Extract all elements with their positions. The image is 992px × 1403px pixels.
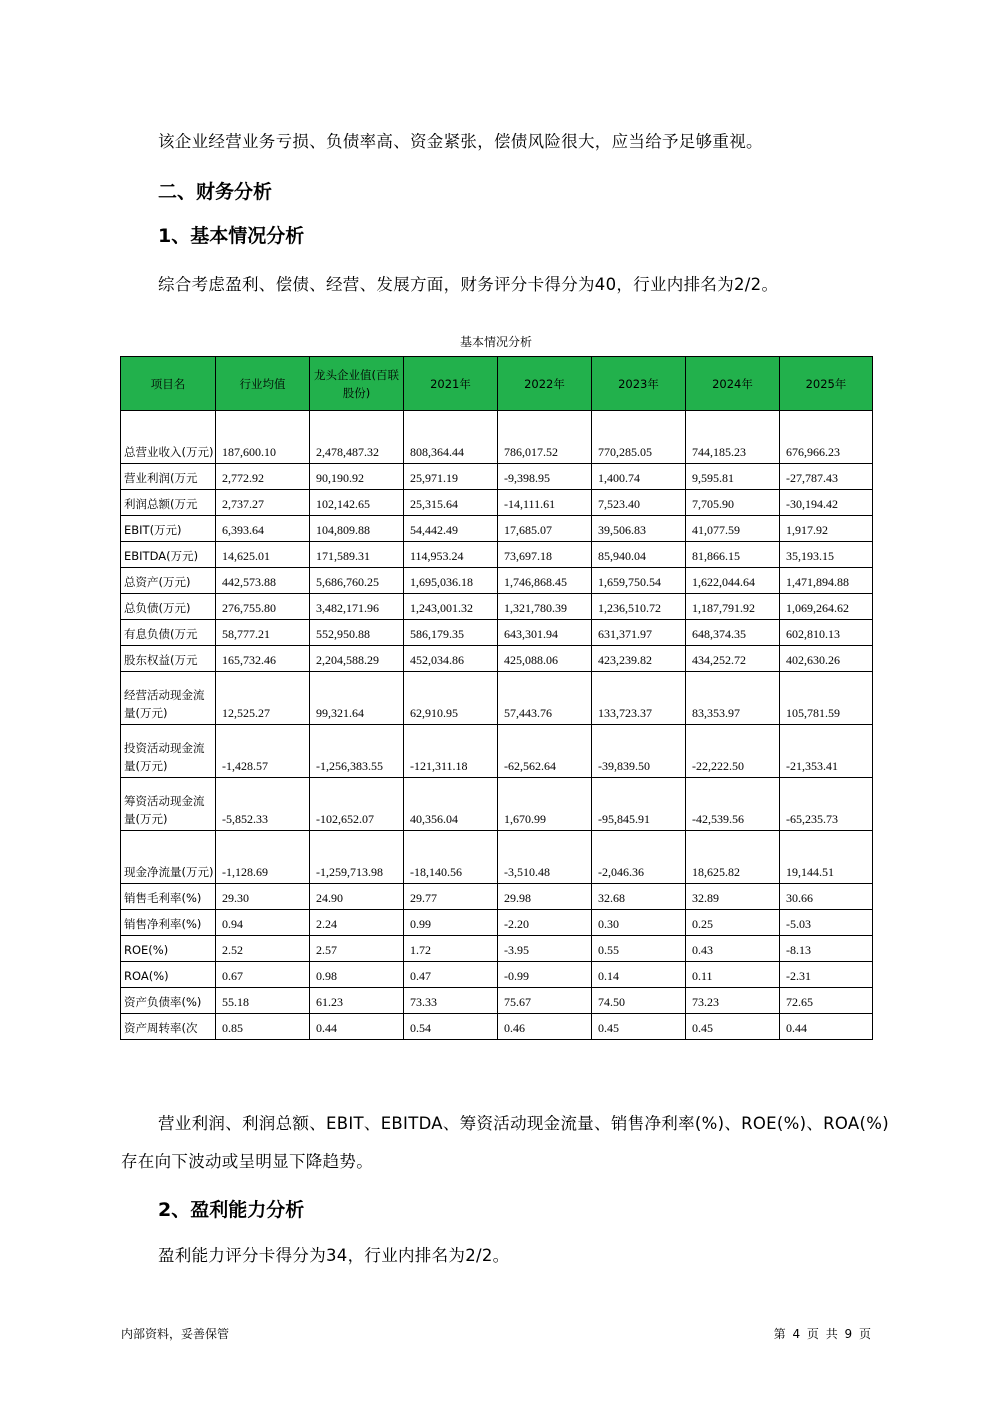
value-cell: -18,140.56: [404, 831, 498, 884]
value-cell: 32.89: [686, 884, 780, 910]
value-cell: 552,950.88: [310, 620, 404, 646]
header-2022: 2022年: [498, 357, 592, 411]
intro-paragraph: 该企业经营业务亏损、负债率高、资金紧张，偿债风险很大，应当给予足够重视。: [158, 132, 763, 151]
value-cell: 586,179.35: [404, 620, 498, 646]
table-caption: 基本情况分析: [459, 335, 532, 349]
value-cell: 1,670.99: [498, 778, 592, 831]
value-cell: 85,940.04: [592, 542, 686, 568]
score-paragraph: 综合考虑盈利、偿债、经营、发展方面，财务评分卡得分为40，行业内排名为2/2。: [158, 275, 779, 294]
value-cell: 12,525.27: [216, 672, 310, 725]
value-cell: -1,428.57: [216, 725, 310, 778]
value-cell: 2.52: [216, 936, 310, 962]
value-cell: 0.44: [780, 1014, 873, 1040]
row-label-cell: 营业利润(万元: [121, 464, 216, 490]
row-label-cell: 总负债(万元): [121, 594, 216, 620]
footer-page-number: 第 4 页 共 9 页: [773, 1327, 871, 1341]
row-label-cell: 有息负债(万元: [121, 620, 216, 646]
value-cell: 105,781.59: [780, 672, 873, 725]
value-cell: -65,235.73: [780, 778, 873, 831]
value-cell: 18,625.82: [686, 831, 780, 884]
row-label-cell: 总营业收入(万元): [121, 411, 216, 464]
table-row: [121, 884, 873, 910]
value-cell: 6,393.64: [216, 516, 310, 542]
value-cell: 81,866.15: [686, 542, 780, 568]
value-cell: 57,443.76: [498, 672, 592, 725]
value-cell: 1,243,001.32: [404, 594, 498, 620]
value-cell: 0.99: [404, 910, 498, 936]
value-cell: 25,315.64: [404, 490, 498, 516]
financial-table: [120, 356, 873, 1040]
value-cell: 631,371.97: [592, 620, 686, 646]
table-row: [121, 936, 873, 962]
row-label-cell: 筹资活动现金流量(万元): [121, 778, 216, 831]
value-cell: 58,777.21: [216, 620, 310, 646]
table-row: [121, 988, 873, 1014]
value-cell: 2,204,588.29: [310, 646, 404, 672]
value-cell: -95,845.91: [592, 778, 686, 831]
row-label-cell: 资产周转率(次: [121, 1014, 216, 1040]
value-cell: 648,374.35: [686, 620, 780, 646]
table-row: [121, 620, 873, 646]
value-cell: -22,222.50: [686, 725, 780, 778]
value-cell: 0.98: [310, 962, 404, 988]
trend-paragraph: 营业利润、利润总额、EBIT、EBITDA、筹资活动现金流量、销售净利率(%)、ROE(%)、ROA(%)存在向下波动或呈明显下降趋势。: [121, 1114, 889, 1171]
value-cell: 452,034.86: [404, 646, 498, 672]
value-cell: 114,953.24: [404, 542, 498, 568]
value-cell: 770,285.05: [592, 411, 686, 464]
table-row: [121, 542, 873, 568]
footer-confidential-note: 内部资料，妥善保管: [121, 1327, 230, 1341]
value-cell: 0.94: [216, 910, 310, 936]
value-cell: -27,787.43: [780, 464, 873, 490]
value-cell: 29.98: [498, 884, 592, 910]
value-cell: 35,193.15: [780, 542, 873, 568]
row-label-cell: 投资活动现金流量(万元): [121, 725, 216, 778]
table-row: [121, 1014, 873, 1040]
value-cell: -3.95: [498, 936, 592, 962]
value-cell: 32.68: [592, 884, 686, 910]
value-cell: 1.72: [404, 936, 498, 962]
header-2024: 2024年: [686, 357, 780, 411]
value-cell: 1,659,750.54: [592, 568, 686, 594]
value-cell: 0.43: [686, 936, 780, 962]
value-cell: 0.67: [216, 962, 310, 988]
value-cell: 1,400.74: [592, 464, 686, 490]
value-cell: 0.85: [216, 1014, 310, 1040]
value-cell: 0.14: [592, 962, 686, 988]
value-cell: 7,705.90: [686, 490, 780, 516]
value-cell: 25,971.19: [404, 464, 498, 490]
value-cell: 0.11: [686, 962, 780, 988]
value-cell: 62,910.95: [404, 672, 498, 725]
table-row: [121, 962, 873, 988]
header-item-name: 项目名: [121, 357, 216, 411]
value-cell: 1,746,868.45: [498, 568, 592, 594]
value-cell: 2,772.92: [216, 464, 310, 490]
row-label-cell: EBITDA(万元): [121, 542, 216, 568]
table-row: [121, 411, 873, 464]
value-cell: 1,471,894.88: [780, 568, 873, 594]
value-cell: 2,478,487.32: [310, 411, 404, 464]
value-cell: 39,506.83: [592, 516, 686, 542]
header-2023: 2023年: [592, 357, 686, 411]
row-label-cell: ROA(%): [121, 962, 216, 988]
value-cell: 73,697.18: [498, 542, 592, 568]
value-cell: 14,625.01: [216, 542, 310, 568]
value-cell: -1,256,383.55: [310, 725, 404, 778]
value-cell: 19,144.51: [780, 831, 873, 884]
value-cell: 104,809.88: [310, 516, 404, 542]
value-cell: 187,600.10: [216, 411, 310, 464]
value-cell: -2,046.36: [592, 831, 686, 884]
value-cell: 73.33: [404, 988, 498, 1014]
row-label-cell: 资产负债率(%): [121, 988, 216, 1014]
value-cell: -3,510.48: [498, 831, 592, 884]
value-cell: -39,839.50: [592, 725, 686, 778]
value-cell: 29.30: [216, 884, 310, 910]
value-cell: 61.23: [310, 988, 404, 1014]
table-row: [121, 910, 873, 936]
row-label-cell: 销售净利率(%): [121, 910, 216, 936]
value-cell: 171,589.31: [310, 542, 404, 568]
table-row: [121, 568, 873, 594]
value-cell: 7,523.40: [592, 490, 686, 516]
subsection-heading-profitability: 2、盈利能力分析: [158, 1199, 305, 1221]
value-cell: -9,398.95: [498, 464, 592, 490]
value-cell: -102,652.07: [310, 778, 404, 831]
value-cell: 1,695,036.18: [404, 568, 498, 594]
value-cell: 276,755.80: [216, 594, 310, 620]
value-cell: 75.67: [498, 988, 592, 1014]
table-row: [121, 831, 873, 884]
value-cell: 0.55: [592, 936, 686, 962]
value-cell: 423,239.82: [592, 646, 686, 672]
value-cell: -5,852.33: [216, 778, 310, 831]
header-industry-avg: 行业均值: [216, 357, 310, 411]
value-cell: 676,966.23: [780, 411, 873, 464]
value-cell: 442,573.88: [216, 568, 310, 594]
table-row: [121, 464, 873, 490]
value-cell: 1,069,264.62: [780, 594, 873, 620]
value-cell: 74.50: [592, 988, 686, 1014]
value-cell: -0.99: [498, 962, 592, 988]
value-cell: 0.45: [592, 1014, 686, 1040]
value-cell: -21,353.41: [780, 725, 873, 778]
row-label-cell: 销售毛利率(%): [121, 884, 216, 910]
value-cell: 786,017.52: [498, 411, 592, 464]
value-cell: 133,723.37: [592, 672, 686, 725]
value-cell: 40,356.04: [404, 778, 498, 831]
row-label-cell: 利润总额(万元: [121, 490, 216, 516]
section-heading-financial-analysis: 二、财务分析: [158, 181, 273, 203]
table-row: [121, 646, 873, 672]
value-cell: 0.30: [592, 910, 686, 936]
value-cell: 29.77: [404, 884, 498, 910]
value-cell: 55.18: [216, 988, 310, 1014]
value-cell: 90,190.92: [310, 464, 404, 490]
value-cell: 0.44: [310, 1014, 404, 1040]
profitability-score-paragraph: 盈利能力评分卡得分为34，行业内排名为2/2。: [158, 1246, 510, 1265]
value-cell: -14,111.61: [498, 490, 592, 516]
value-cell: 99,321.64: [310, 672, 404, 725]
value-cell: 1,917.92: [780, 516, 873, 542]
value-cell: -2.31: [780, 962, 873, 988]
value-cell: -5.03: [780, 910, 873, 936]
value-cell: 0.45: [686, 1014, 780, 1040]
value-cell: -2.20: [498, 910, 592, 936]
value-cell: 744,185.23: [686, 411, 780, 464]
value-cell: -42,539.56: [686, 778, 780, 831]
row-label-cell: 现金净流量(万元): [121, 831, 216, 884]
header-2021: 2021年: [404, 357, 498, 411]
row-label-cell: 总资产(万元): [121, 568, 216, 594]
table-row: [121, 594, 873, 620]
value-cell: 9,595.81: [686, 464, 780, 490]
value-cell: 2,737.27: [216, 490, 310, 516]
header-2025: 2025年: [780, 357, 873, 411]
value-cell: 24.90: [310, 884, 404, 910]
table-row: [121, 725, 873, 778]
value-cell: -8.13: [780, 936, 873, 962]
header-leader-value: 龙头企业值(百联股份): [310, 357, 404, 411]
value-cell: 1,622,044.64: [686, 568, 780, 594]
table-body: [121, 411, 873, 1040]
value-cell: 83,353.97: [686, 672, 780, 725]
value-cell: -62,562.64: [498, 725, 592, 778]
value-cell: 0.25: [686, 910, 780, 936]
value-cell: 54,442.49: [404, 516, 498, 542]
value-cell: -1,128.69: [216, 831, 310, 884]
table-row: [121, 516, 873, 542]
value-cell: 30.66: [780, 884, 873, 910]
value-cell: 165,732.46: [216, 646, 310, 672]
value-cell: 1,187,791.92: [686, 594, 780, 620]
value-cell: -121,311.18: [404, 725, 498, 778]
value-cell: 643,301.94: [498, 620, 592, 646]
value-cell: 2.57: [310, 936, 404, 962]
value-cell: 1,236,510.72: [592, 594, 686, 620]
table-row: [121, 672, 873, 725]
row-label-cell: 股东权益(万元: [121, 646, 216, 672]
subsection-heading-basic-analysis: 1、基本情况分析: [158, 225, 305, 247]
value-cell: 402,630.26: [780, 646, 873, 672]
value-cell: 434,252.72: [686, 646, 780, 672]
table-row: [121, 778, 873, 831]
value-cell: 808,364.44: [404, 411, 498, 464]
value-cell: 3,482,171.96: [310, 594, 404, 620]
value-cell: -30,194.42: [780, 490, 873, 516]
value-cell: 41,077.59: [686, 516, 780, 542]
value-cell: 602,810.13: [780, 620, 873, 646]
value-cell: -1,259,713.98: [310, 831, 404, 884]
value-cell: 0.54: [404, 1014, 498, 1040]
value-cell: 72.65: [780, 988, 873, 1014]
value-cell: 1,321,780.39: [498, 594, 592, 620]
value-cell: 5,686,760.25: [310, 568, 404, 594]
value-cell: 17,685.07: [498, 516, 592, 542]
value-cell: 0.46: [498, 1014, 592, 1040]
value-cell: 425,088.06: [498, 646, 592, 672]
row-label-cell: ROE(%): [121, 936, 216, 962]
row-label-cell: EBIT(万元): [121, 516, 216, 542]
row-label-cell: 经营活动现金流量(万元): [121, 672, 216, 725]
value-cell: 2.24: [310, 910, 404, 936]
value-cell: 0.47: [404, 962, 498, 988]
value-cell: 73.23: [686, 988, 780, 1014]
table-row: [121, 490, 873, 516]
table-header-row: [121, 357, 873, 411]
value-cell: 102,142.65: [310, 490, 404, 516]
